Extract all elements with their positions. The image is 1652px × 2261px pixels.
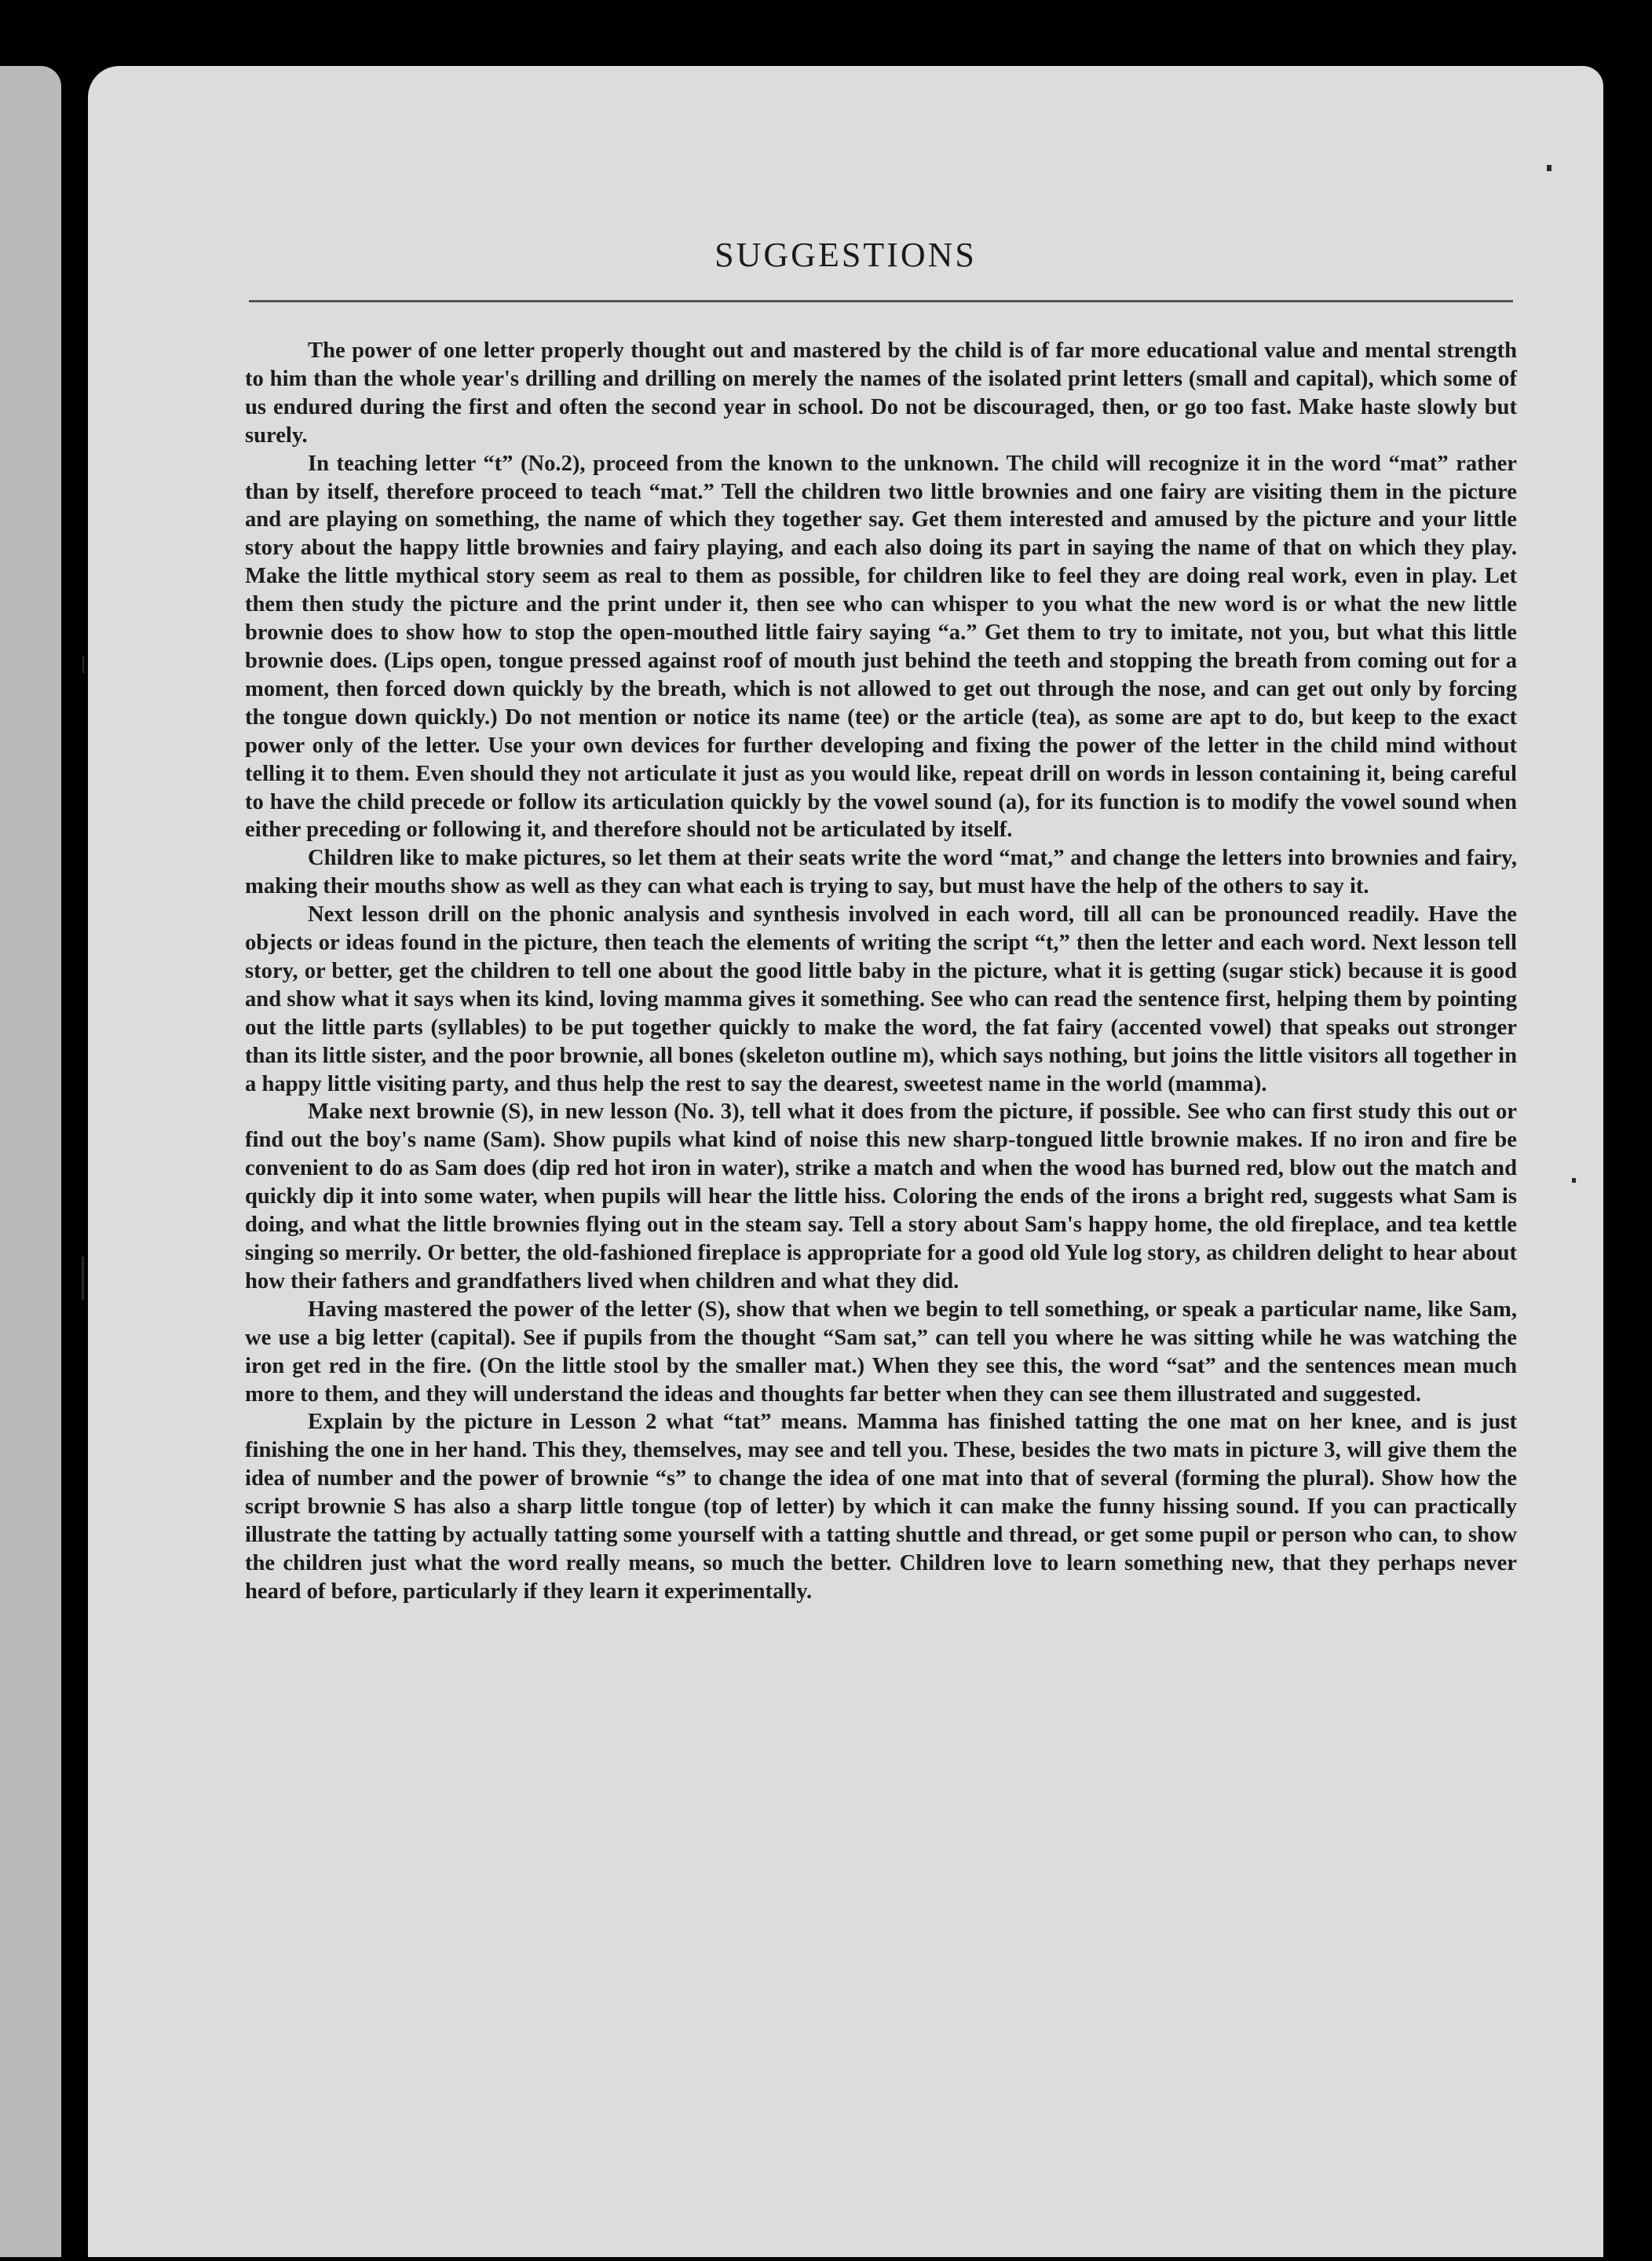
paragraph: Next lesson drill on the phonic analysis and synthesis involved in each word, till all can be pronounced readily. Have the objects or ideas found in the picture, then teach the elements of writing the script “t,” then the letter and each word. Next lesson tell story, or better, get the children to tell one about the good little baby in the picture, what it is getting (sugar stick) because it is good and show what it says when its kind, loving mamma gives it something. See who can read the sentence first, helping them by pointing out the little parts (syllables) to be put together quickly to make the word, the fat fairy (accented vowel) that speaks out stronger than its little sister, and the poor brownie, all bones (skeleton outline m), which says nothing, but joins the little visitors all together in a happy little visiting party, and thus help the rest to say the dearest, sweetest name in the world (mamma).: [245, 902, 1517, 1096]
scan-margin-mark: [82, 1257, 84, 1300]
scan-speck: [1547, 165, 1551, 171]
paragraph: Having mastered the power of the letter (S), show that when we begin to tell something, or speak a particular name, like Sam, we use a big letter (capital). See if pupils from the thought “Sam sat,” can tell you where he was sitting while he was watching the iron get red in the fire. (On the little stool by the smaller mat.) When they see this, the word “sat” and the sentences mean much more to them, and they will understand the ideas and thoughts far better when they can see them illustrated and suggested.: [245, 1297, 1517, 1407]
scan-margin-mark: [82, 656, 84, 673]
paragraph: The power of one letter properly thought out and mastered by the child is of far more educational value and mental strength to him than the whole year's drilling and drilling on merely the names of the isolated print letters (small and capital), which some of us endured during the first and often the second year in school. Do not be discouraged, then, or go too fast. Make haste slowly but surely.: [245, 338, 1517, 448]
document-page: [88, 66, 1603, 2257]
adjacent-page-edge: [0, 66, 61, 2257]
paragraph: Make next brownie (S), in new lesson (No. 3), tell what it does from the picture, if possible. See who can first study this out or find out the boy's name (Sam). Show pupils what kind of noise this new sharp-tongued little brownie makes. If no iron and fire be convenient to do as Sam does (dip red hot iron in water), strike a match and when the wood has burned red, blow out the match and quickly dip it into some water, when pupils will hear the little hiss. Coloring the ends of the irons a bright red, suggests what Sam is doing, and what the little brownies flying out in the steam say. Tell a story about Sam's happy home, the old fireplace, and tea kettle singing so merrily. Or better, the old-fashioned fireplace is appropriate for a good old Yule log story, as children delight to hear about how their fathers and grandfathers lived when children and what they did.: [245, 1099, 1517, 1293]
paragraph: Explain by the picture in Lesson 2 what “tat” means. Mamma has finished tatting the one mat on her knee, and is just finishing the one in her hand. This they, themselves, may see and tell you. These, besides the two mats in picture 3, will give them the idea of number and the power of brownie “s” to change the idea of one mat into that of several (forming the plural). Show how the script brownie S has also a sharp little tongue (top of letter) by which it can make the funny hissing sound. If you can practically illustrate the tatting by actually tatting some yourself with a tatting shuttle and thread, or get some pupil or person who can, to show the children just what the word really means, so much the better. Children love to learn something new, that they perhaps never heard of before, particularly if they learn it experimentally.: [245, 1410, 1517, 1604]
paragraph: Children like to make pictures, so let them at their seats write the word “mat,” and change the letters into brownies and fairy, making their mouths show as well as they can what each is trying to say, but must have the help of the others to say it.: [245, 846, 1517, 899]
paragraph: In teaching letter “t” (No.2), proceed from the known to the unknown. The child will recognize it in the word “mat” rather than by itself, therefore proceed to teach “mat.” Tell the children two little brownies and one fairy are visiting them in the picture and are playing on something, the name of which they together say. Get them interested and amused by the picture and your little story about the happy little brownies and fairy playing, and each also doing its part in saying the name of that on which they play. Make the little mythical story seem as real to them as possible, for children like to feel they are doing real work, even in play. Let them then study the picture and the print under it, then see who can whisper to you what the new word is or what the new little brownie does to show how to stop the open-mouthed little fairy saying “a.” Get them to try to imitate, not you, but what this little brownie does. (Lips open, tongue pressed against roof of mouth just behind the teeth and stopping the breath from coming out for a moment, then forced down quickly by the breath, which is not allowed to get out through the nose, and can get out only by forcing the tongue down quickly.) Do not mention or notice its name (tee) or the article (tea), as some are apt to do, but keep to the exact power only of the letter. Use your own devices for further developing and fixing the power of the letter in the child mind without telling it to them. Even should they not articulate it just as you would like, repeat drill on words in lesson containing it, being careful to have the child precede or follow its articulation quickly by the vowel sound (a), for its function is to modify the vowel sound when either preceding or following it, and therefore should not be articulated by itself.: [245, 451, 1517, 843]
page-title: SUGGESTIONS: [715, 236, 977, 274]
title-rule: [249, 300, 1513, 302]
body-text: [245, 337, 1517, 1606]
scan-speck: [1572, 1178, 1576, 1183]
